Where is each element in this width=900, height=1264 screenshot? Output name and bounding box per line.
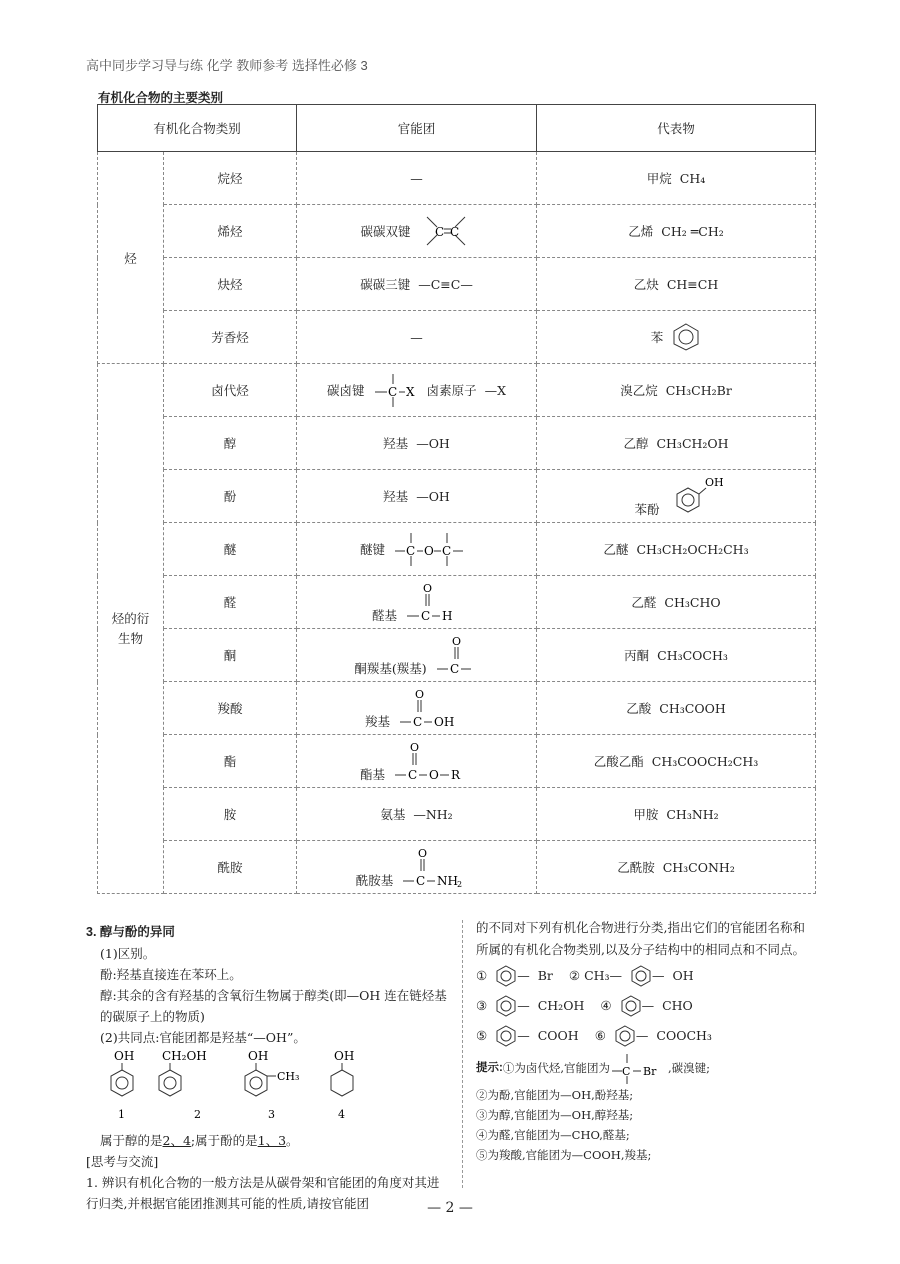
section-heading: 3. 醇与酚的异同 xyxy=(86,925,175,939)
svg-text:OH: OH xyxy=(434,715,455,729)
substituent: COOCH₃ xyxy=(656,1028,712,1043)
rep-cell xyxy=(537,735,816,788)
rep-cell xyxy=(537,576,816,629)
svg-text:O: O xyxy=(418,847,428,860)
svg-text:C: C xyxy=(387,385,397,399)
left-column xyxy=(86,922,448,1214)
think-heading: [思考与交流] xyxy=(86,1154,159,1169)
fg-name: 酰胺基 xyxy=(355,873,394,888)
table-row xyxy=(98,311,816,364)
fg-formula-2: —X xyxy=(484,382,506,398)
rep-formula: CH₃COOCH₂CH₃ xyxy=(651,753,759,769)
svg-text:C: C xyxy=(421,609,431,623)
rep-name: 乙酸乙酯 xyxy=(593,754,644,769)
fg-cell xyxy=(297,417,537,470)
svg-text:C: C xyxy=(416,874,426,888)
table-row xyxy=(98,364,816,417)
compound-number: ⑤ xyxy=(476,1028,488,1043)
organic-class-table xyxy=(97,104,816,894)
rep-name: 乙炔 xyxy=(633,277,659,292)
substituent: CH₂OH xyxy=(537,998,585,1013)
fg-name: 碳卤键 xyxy=(327,383,365,398)
svg-text:O: O xyxy=(451,635,461,648)
rep-cell xyxy=(537,523,816,576)
benzene-ring-icon xyxy=(671,322,701,352)
fg-name: 醛基 xyxy=(372,608,398,623)
rep-formula: CH≡CH xyxy=(666,276,719,292)
class-name: 醇 xyxy=(164,417,297,470)
svg-text:O: O xyxy=(424,544,434,558)
question-text: 1. 辨识有机化合物的一般方法是从碳骨架和官能团的角度对其进行归类,并根据官能团推测其可能的性质,请按官能团 xyxy=(86,1175,440,1211)
fg-cell xyxy=(297,841,537,894)
rep-cell xyxy=(537,788,816,841)
s4-label: OH xyxy=(334,1049,355,1063)
text-line: (1)区别。 xyxy=(100,946,156,961)
svg-text:2: 2 xyxy=(457,880,463,889)
rep-cell xyxy=(537,258,816,311)
rep-cell xyxy=(537,205,816,258)
table-row xyxy=(98,417,816,470)
hint-line: ③为醇,官能团为—OH,醇羟基; xyxy=(476,1108,634,1122)
fg-formula: —C≡C— xyxy=(418,276,473,292)
rep-name: 甲烷 xyxy=(646,171,672,186)
benzene-ring-icon xyxy=(495,995,517,1017)
fg-cell xyxy=(297,470,537,523)
hint-line: ⑤为羧酸,官能团为—COOH,羧基; xyxy=(476,1148,652,1162)
class-name: 卤代烃 xyxy=(164,364,297,417)
table-row xyxy=(98,258,816,311)
hint-label: 提示: xyxy=(476,1062,503,1074)
s1-label: OH xyxy=(114,1049,135,1063)
substituent: Br xyxy=(537,968,553,983)
s3-methyl: CH₃ xyxy=(277,1070,300,1083)
compound-number: ① xyxy=(476,968,488,983)
rep-cell xyxy=(537,629,816,682)
c-br-bond-diagram xyxy=(610,1051,668,1085)
table-row xyxy=(98,735,816,788)
fg-cell xyxy=(297,364,537,417)
rep-cell xyxy=(537,841,816,894)
svg-text:Br: Br xyxy=(643,1065,657,1078)
fg-cell: — xyxy=(297,311,537,364)
svg-text:C: C xyxy=(442,544,452,558)
fg-cell xyxy=(297,205,537,258)
col-rep: 代表物 xyxy=(537,105,816,152)
hint-text: ①为卤代烃,官能团为 xyxy=(502,1061,610,1075)
compound-number: ② CH₃— xyxy=(568,968,623,983)
svg-text:C: C xyxy=(413,715,423,729)
rep-name: 乙烯 xyxy=(628,224,654,239)
benzene-ring-icon xyxy=(495,1025,517,1047)
rep-cell xyxy=(537,311,816,364)
rep-cell xyxy=(537,417,816,470)
benzene-ring-icon xyxy=(614,1025,636,1047)
class-name: 醛 xyxy=(164,576,297,629)
compound-number: ④ xyxy=(600,998,612,1013)
rep-formula: CH₄ xyxy=(679,170,706,186)
c-x-bond-diagram xyxy=(373,370,419,410)
fg-cell xyxy=(297,788,537,841)
rep-name: 丙酮 xyxy=(624,648,650,663)
fg-cell xyxy=(297,682,537,735)
class-name: 酰胺 xyxy=(164,841,297,894)
compound-row: ① — Br ② CH₃— — OH xyxy=(476,961,816,991)
phenol-structure-icon xyxy=(668,474,724,518)
question-continued: 的不同对下列有机化合物进行分类,指出它们的官能团名称和所属的有机化合物类别,以及分子结构中的相同点和不同点。 xyxy=(476,920,805,957)
compound-row: ⑤ — COOH ⑥ — COOCH₃ xyxy=(476,1021,816,1051)
s4-number: 4 xyxy=(338,1108,345,1121)
cc-double-bond-diagram xyxy=(419,211,473,251)
fg-name: 碳碳双键 xyxy=(360,224,411,239)
answer-line xyxy=(86,1130,448,1151)
rep-formula: CH₃COOH xyxy=(659,700,726,716)
rep-formula: CH₃CH₂OCH₂CH₃ xyxy=(636,541,749,557)
compound-row: ③ — CH₂OH ④ — CHO xyxy=(476,991,816,1021)
table-row xyxy=(98,841,816,894)
fg-name: 醚键 xyxy=(360,542,386,557)
fg-name: 酮羰基(羰基) xyxy=(354,661,427,676)
s2-number: 2 xyxy=(194,1108,201,1121)
fg-formula: —OH xyxy=(416,488,450,504)
s1-number: 1 xyxy=(118,1108,125,1121)
table-row xyxy=(98,682,816,735)
svg-text:C: C xyxy=(408,768,418,782)
rep-name: 苯酚 xyxy=(634,502,660,517)
rep-name: 乙醛 xyxy=(631,595,657,610)
answer-text: 属于醇的是 xyxy=(100,1133,163,1148)
group-derivative: 烃的衍生物 xyxy=(98,364,164,894)
rep-formula: CH₃CH₂OH xyxy=(656,435,729,451)
text-line: 醇:其余的含有羟基的含氧衍生物属于醇类(即—OH 连在链烃基的碳原子上的物质) xyxy=(100,988,447,1024)
class-name: 烷烃 xyxy=(164,152,297,205)
svg-text:O: O xyxy=(410,741,420,754)
table-row xyxy=(98,523,816,576)
class-name: 烯烃 xyxy=(164,205,297,258)
rep-name: 苯 xyxy=(650,330,664,345)
compound-number: ⑥ xyxy=(594,1028,606,1043)
substituent: CHO xyxy=(662,998,693,1013)
fg-cell xyxy=(297,735,537,788)
fg-name: 羟基 xyxy=(383,436,409,451)
table-header-row xyxy=(98,105,816,152)
fg-cell xyxy=(297,629,537,682)
substituent: OH xyxy=(672,968,694,983)
s3-label: OH xyxy=(248,1049,269,1063)
table-title: 有机化合物的主要类别 xyxy=(98,91,224,105)
col-class: 有机化合物类别 xyxy=(98,105,297,152)
table-row xyxy=(98,788,816,841)
fg-name: 酯基 xyxy=(360,767,386,782)
table-row xyxy=(98,576,816,629)
hint-text: ,碳溴键; xyxy=(668,1061,711,1075)
answer-text: 。 xyxy=(286,1133,299,1148)
substituent: COOH xyxy=(537,1028,579,1043)
fg-name: 羟基 xyxy=(383,489,409,504)
rep-formula: CH₃CHO xyxy=(664,594,721,610)
text-line: 酚:羟基直接连在苯环上。 xyxy=(100,967,242,982)
svg-text:X: X xyxy=(405,385,415,399)
table-row xyxy=(98,152,816,205)
group-hydrocarbon: 烃 xyxy=(98,152,164,364)
carboxyl-group-diagram xyxy=(398,686,468,730)
svg-text:O: O xyxy=(415,688,425,701)
answer-text: ;属于酚的是 xyxy=(190,1133,258,1148)
rep-name: 乙酰胺 xyxy=(617,860,655,875)
fg-cell xyxy=(297,576,537,629)
text-line: (2)共同点:官能团都是羟基“—OH”。 xyxy=(100,1030,306,1045)
rep-cell xyxy=(537,470,816,523)
benzene-ring-icon xyxy=(630,965,652,987)
page-number: — 2 — xyxy=(427,1200,473,1216)
fg-name-2: 卤素原子 xyxy=(426,383,477,398)
svg-text:NH: NH xyxy=(437,874,459,888)
running-header: 高中同步学习导与练 化学 教师参考 选择性必修 3 xyxy=(86,58,368,73)
answer-phenol: 1、3 xyxy=(257,1133,287,1148)
class-name: 醚 xyxy=(164,523,297,576)
ester-group-diagram xyxy=(393,739,473,783)
right-column xyxy=(476,917,816,1165)
rep-formula: CH₂ ═CH₂ xyxy=(661,223,724,239)
rep-name: 溴乙烷 xyxy=(620,383,658,398)
rep-cell xyxy=(537,364,816,417)
svg-text:C: C xyxy=(622,1065,631,1078)
structures-diagram xyxy=(100,1048,400,1124)
class-name: 芳香烃 xyxy=(164,311,297,364)
class-name: 炔烃 xyxy=(164,258,297,311)
fg-name: 氨基 xyxy=(380,807,406,822)
class-name: 酚 xyxy=(164,470,297,523)
table-row xyxy=(98,629,816,682)
column-divider xyxy=(462,920,463,1188)
s2-label: CH₂OH xyxy=(162,1049,207,1063)
svg-text:R: R xyxy=(451,768,461,782)
hint-line: ②为酚,官能团为—OH,酚羟基; xyxy=(476,1088,634,1102)
fg-name: 碳碳三键 xyxy=(360,277,411,292)
rep-cell xyxy=(537,682,816,735)
amide-group-diagram xyxy=(401,845,477,889)
svg-text:O: O xyxy=(429,768,439,782)
col-fg: 官能团 xyxy=(297,105,537,152)
s3-number: 3 xyxy=(268,1108,275,1121)
rep-name: 乙醇 xyxy=(623,436,649,451)
fg-cell xyxy=(297,258,537,311)
hint-line-1 xyxy=(476,1051,816,1085)
fg-cell: — xyxy=(297,152,537,205)
rep-cell xyxy=(537,152,816,205)
aldehyde-group-diagram xyxy=(405,580,461,624)
rep-formula: CH₃CONH₂ xyxy=(662,859,735,875)
rep-name: 乙酸 xyxy=(626,701,652,716)
fg-formula: —NH₂ xyxy=(413,806,453,822)
rep-formula: CH₃COCH₃ xyxy=(657,647,728,663)
answer-alcohol: 2、4 xyxy=(162,1133,191,1148)
rep-formula: CH₃NH₂ xyxy=(666,806,719,822)
benzene-ring-icon xyxy=(620,995,642,1017)
svg-text:C: C xyxy=(449,225,459,239)
rep-name: 乙醚 xyxy=(603,542,629,557)
rep-formula: CH₃CH₂Br xyxy=(665,382,732,398)
table-row xyxy=(98,470,816,523)
svg-text:C: C xyxy=(449,662,459,676)
svg-text:C: C xyxy=(434,225,444,239)
svg-text:O: O xyxy=(423,582,433,595)
class-name: 羧酸 xyxy=(164,682,297,735)
compound-number: ③ xyxy=(476,998,488,1013)
ketone-group-diagram xyxy=(435,633,479,677)
class-name: 酮 xyxy=(164,629,297,682)
svg-text:H: H xyxy=(442,609,453,623)
svg-text:OH: OH xyxy=(704,476,724,489)
svg-text:C: C xyxy=(406,544,416,558)
class-name: 胺 xyxy=(164,788,297,841)
fg-name: 羧基 xyxy=(365,714,391,729)
fg-formula: —OH xyxy=(416,435,450,451)
ether-bond-diagram xyxy=(393,529,473,569)
benzene-ring-icon xyxy=(495,965,517,987)
class-name: 酯 xyxy=(164,735,297,788)
fg-cell xyxy=(297,523,537,576)
table-row xyxy=(98,205,816,258)
hint-line: ④为醛,官能团为—CHO,醛基; xyxy=(476,1128,630,1142)
rep-name: 甲胺 xyxy=(633,807,659,822)
